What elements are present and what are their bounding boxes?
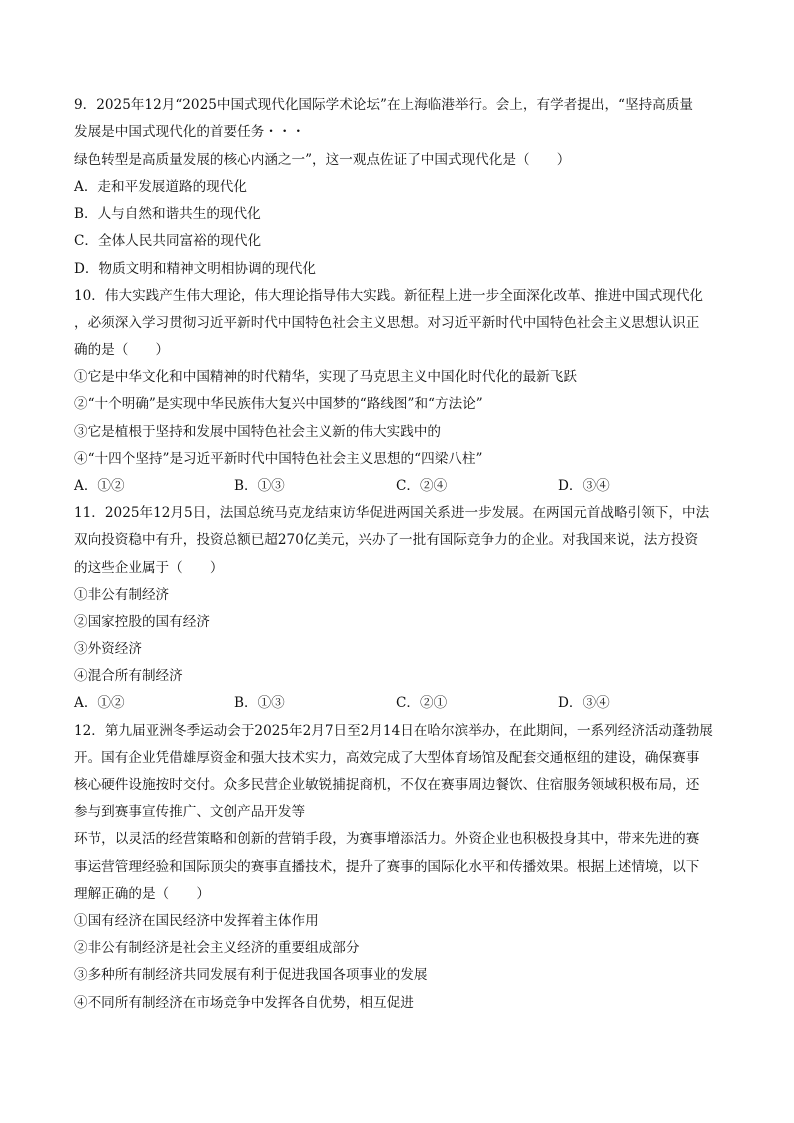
option-c: C．全体人民共同富裕的现代化: [74, 233, 262, 249]
statement-4: ④“十四个坚持”是习近平新时代中国特色社会主义思想的“四梁八柱”: [74, 451, 483, 467]
question-text-line: 确的是（ ）: [74, 342, 170, 358]
option-d: D．物质文明和精神文明相协调的现代化: [74, 261, 316, 277]
choice-a: A．①②: [74, 478, 125, 494]
question-text-line: 12．第九届亚洲冬季运动会于2025年2月7日至2月14日在哈尔滨举办，在此期间，一系列经济活动蓬勃展: [74, 723, 713, 739]
statement-2: ②“十个明确”是实现中华民族伟大复兴中国梦的“路线图”和“方法论”: [74, 396, 483, 412]
question-text-line: 双向投资稳中有升，投资总额已超270亿美元，兴办了一批有国际竞争力的企业。对我国来说，法方投资: [74, 532, 699, 548]
statement-1: ①它是中华文化和中国精神的时代精华，实现了马克思主义中国化时代化的最新飞跃: [74, 369, 577, 385]
option-a: A．走和平发展道路的现代化: [74, 179, 247, 195]
statement-1: ①非公有制经济: [74, 587, 170, 603]
question-text-line: 9．2025年12月“2025中国式现代化国际学术论坛”在上海临港举行。会上，有学者提出，“坚持高质量: [74, 97, 693, 113]
statement-2: ②国家控股的国有经济: [74, 614, 210, 630]
question-text-line: 10．伟大实践产生伟大理论，伟大理论指导伟大实践。新征程上进一步全面深化改革、推进中国式现代化: [74, 288, 704, 304]
choice-d: D．③④: [558, 478, 610, 494]
choice-b: B．①③: [234, 478, 285, 494]
statement-3: ③外资经济: [74, 641, 142, 657]
choice-c: C．②④: [396, 478, 448, 494]
choice-a: A．①②: [74, 695, 125, 711]
choice-c: C．②①: [396, 695, 448, 711]
question-text-line: 理解正确的是（ ）: [74, 886, 210, 902]
question-text-line: ，必须深入学习贯彻习近平新时代中国特色社会主义思想。对习近平新时代中国特色社会主义思想认识正: [74, 315, 700, 331]
statement-1: ①国有经济在国民经济中发挥着主体作用: [74, 913, 319, 929]
statement-3: ③它是植根于坚持和发展中国特色社会主义新的伟大实践中的: [74, 424, 442, 440]
question-text-line: 核心硬件设施按时交付。众多民营企业敏锐捕捉商机，不仅在赛事周边餐饮、住宿服务领域积极布局，还: [74, 777, 700, 793]
statement-4: ④混合所有制经济: [74, 668, 183, 684]
choice-b: B．①③: [234, 695, 285, 711]
question-text-line: 开。国有企业凭借雄厚资金和强大技术实力，高效完成了大型体育场馆及配套交通枢纽的建设，确保赛事: [74, 750, 700, 766]
question-text-line: 事运营管理经验和国际顶尖的赛事直播技术，提升了赛事的国际化水平和传播效果。根据上述情境，以下: [74, 859, 700, 875]
question-text-line: 发展是中国式现代化的首要任务・・・: [74, 124, 306, 140]
question-text-line: 的这些企业属于（ ）: [74, 560, 224, 576]
statement-4: ④不同所有制经济在市场竞争中发挥各自优势，相互促进: [74, 995, 414, 1011]
statement-3: ③多种所有制经济共同发展有利于促进我国各项事业的发展: [74, 967, 428, 983]
option-b: B．人与自然和谐共生的现代化: [74, 206, 261, 222]
question-text-line: 参与到赛事宣传推广、文创产品开发等: [74, 804, 306, 820]
question-text-line: 环节，以灵活的经营策略和创新的营销手段，为赛事增添活力。外资企业也积极投身其中，带来先进的赛: [74, 831, 700, 847]
choice-d: D．③④: [558, 695, 610, 711]
question-text-line: 11．2025年12月5日，法国总统马克龙结束访华促进两国关系进一步发展。在两国元首战略引领下，中法: [74, 505, 710, 521]
question-text-line: 绿色转型是高质量发展的核心内涵之一”，这一观点佐证了中国式现代化是（ ）: [74, 152, 571, 168]
statement-2: ②非公有制经济是社会主义经济的重要组成部分: [74, 940, 360, 956]
